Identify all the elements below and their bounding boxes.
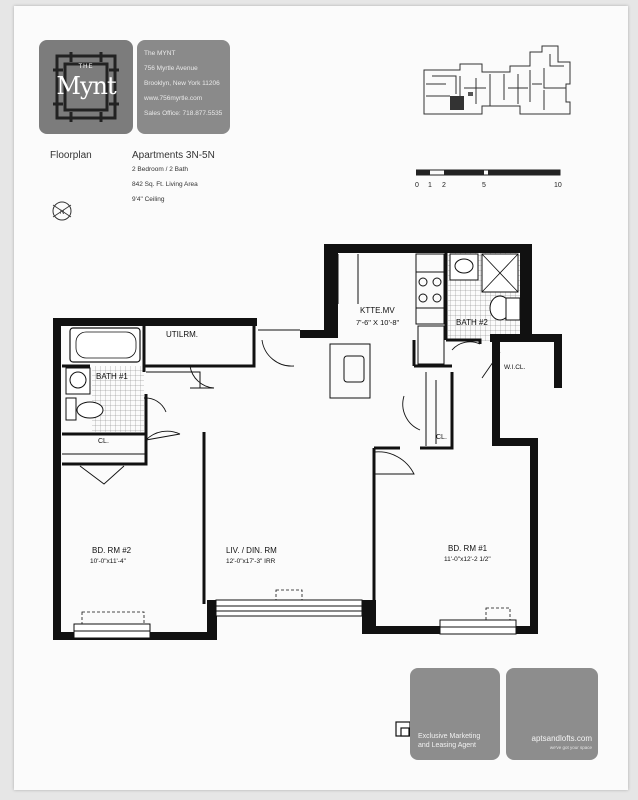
building-name: The MYNT <box>144 50 176 57</box>
marketing-line-1: Exclusive Marketing <box>418 733 481 740</box>
scale-tick-10: 10 <box>554 182 562 189</box>
windows <box>74 600 516 638</box>
city-address: Brooklyn, New York 11206 <box>144 80 220 87</box>
room-bath2-label: BATH #2 <box>456 318 488 327</box>
scale-tick-0: 0 <box>415 182 419 189</box>
room-bed1-dims: 11'-0"x12'-2 1/2" <box>444 556 491 563</box>
room-bath1-label: BATH #1 <box>96 372 128 381</box>
room-bed1-label: BD. RM #1 <box>448 544 488 553</box>
scale-tick-5: 5 <box>482 182 486 189</box>
aptsandlofts-tagline: we've got your space <box>549 745 592 750</box>
room-closet-bed2-label: CL. <box>98 438 109 445</box>
scale-tick-2: 2 <box>442 182 446 189</box>
aptsandlofts-card <box>506 668 598 760</box>
marketing-line-2: and Leasing Agent <box>418 742 476 749</box>
bath1-toilet <box>77 402 103 418</box>
room-kitchen-dims: 7'-6" X 10'-8" <box>356 318 400 327</box>
bathtub <box>70 328 140 362</box>
room-util-label: UTILRM. <box>166 330 198 339</box>
room-kitchen-label: KTTE.MV <box>360 306 395 315</box>
floorplan-label: Floorplan <box>50 150 92 161</box>
marketing-agent-card <box>410 668 500 760</box>
scale-tick-1: 1 <box>428 182 432 189</box>
spec-ceiling: 9'4" Ceiling <box>132 196 165 203</box>
spec-bedrooms: 2 Bedroom / 2 Bath <box>132 166 189 173</box>
room-wic-label: W.I.CL. <box>504 364 526 371</box>
logo-wordmark: Mynt <box>56 72 116 100</box>
room-bed2-label: BD. RM #2 <box>92 546 132 555</box>
spec-area: 842 Sq. Ft. Living Area <box>132 181 198 188</box>
room-living-dims: 12'-0"x17'-3" IRR <box>226 558 276 565</box>
room-bed2-dims: 10'-0"x11'-4" <box>90 558 126 565</box>
aptsandlofts-website: aptsandlofts.com <box>531 734 592 743</box>
room-closet-bed1-label: CL. <box>436 434 447 441</box>
marketing-text <box>418 732 480 750</box>
bath2-sink <box>450 254 478 280</box>
apartment-title: Apartments 3N-5N <box>132 150 215 161</box>
room-living-label: LIV. / DIN. RM <box>226 546 277 555</box>
logo-the-text: THE <box>78 64 94 70</box>
street-address: 756 Myrtle Avenue <box>144 65 198 72</box>
svg-text:N: N <box>60 210 65 216</box>
phone-text: Sales Office: 718.877.5535 <box>144 110 223 117</box>
website-text: www.756myrtle.com <box>144 95 203 102</box>
